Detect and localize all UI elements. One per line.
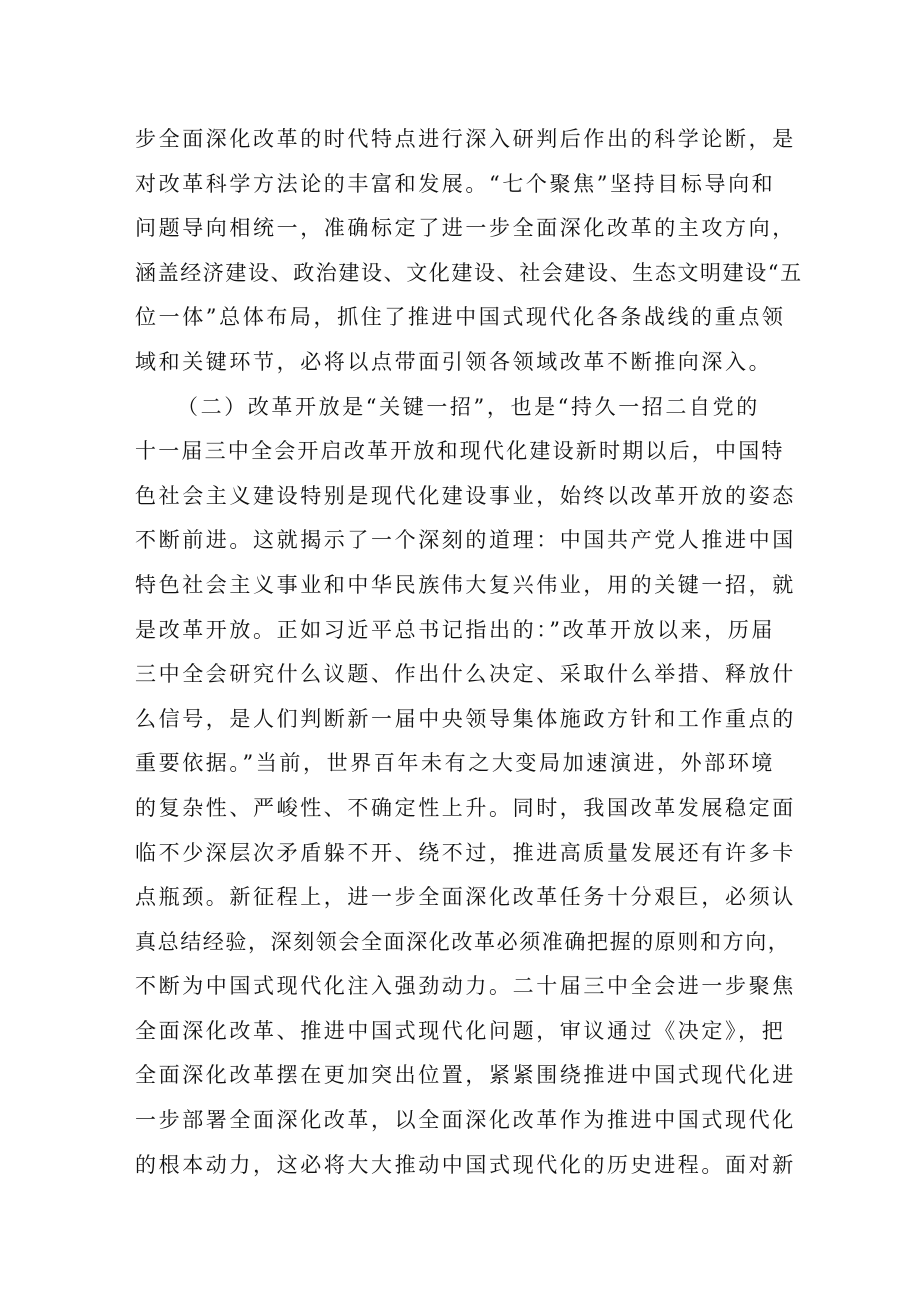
text-line: 点瓶颈。新征程上，进一步全面深化改革任务十分艰巨，必须认	[135, 885, 796, 910]
text-line: 三中全会研究什么议题、作出什么决定、采取什么举措、释放什	[135, 662, 796, 687]
text-line: 不断为中国式现代化注入强劲动力。二十届三中全会进一步聚焦	[135, 974, 796, 999]
text-line: 对改革科学方法论的丰富和发展。“七个聚焦”坚持目标导向和	[135, 171, 776, 196]
text-line: 涵盖经济建设、政治建设、文化建设、社会建设、生态文明建设“五	[135, 260, 803, 285]
text-line: 临不少深层次矛盾躲不开、绕不过，推进高质量发展还有许多卡	[135, 840, 796, 865]
text-line: 十一届三中全会开启改革开放和现代化建设新时期以后，中国特	[135, 439, 785, 464]
text-line: 位一体”总体布局，抓住了推进中国式现代化各条战线的重点领	[135, 305, 786, 330]
text-line: 的复杂性、严峻性、不确定性上升。同时，我国改革发展稳定面	[135, 795, 796, 820]
text-line: 重要依据。”当前，世界百年未有之大变局加速演进，外部环境	[135, 751, 776, 776]
text-line: 全面深化改革摆在更加突出位置，紧紧围绕推进中国式现代化进	[135, 1063, 796, 1088]
text-line: 域和关键环节，必将以点带面引领各领域改革不断推向深入。	[135, 349, 773, 374]
body-text	[135, 117, 803, 1187]
text-line: 不断前进。这就揭示了一个深刻的道理：中国共产党人推进中国	[135, 528, 796, 553]
text-line: 的根本动力，这必将大大推动中国式现代化的历史进程。面对新	[135, 1152, 796, 1177]
text-line: 么信号，是人们判断新一届中央领导集体施政方针和工作重点的	[135, 706, 796, 731]
text-line: 特色社会主义事业和中华民族伟大复兴伟业，用的关键一招，就	[135, 572, 796, 597]
section-heading-line: （二）改革开放是“关键一招”，也是“持久一招二自党的	[177, 394, 760, 419]
text-line: 全面深化改革、推进中国式现代化问题，审议通过《决定》，把	[135, 1018, 786, 1043]
text-line: 真总结经验，深刻领会全面深化改革必须准确把握的原则和方向，	[135, 929, 791, 954]
text-line: 一步部署全面深化改革，以全面深化改革作为推进中国式现代化	[135, 1108, 796, 1133]
text-line: 步全面深化改革的时代特点进行深入研判后作出的科学论断，是	[135, 127, 796, 151]
text-line: 色社会主义建设特别是现代化建设事业，始终以改革开放的姿态	[135, 483, 796, 508]
text-line: 是改革开放。正如习近平总书记指出的：”改革开放以来，历届	[135, 617, 776, 642]
text-line: 问题导向相统一，准确标定了进一步全面深化改革的主攻方向，	[135, 216, 796, 241]
